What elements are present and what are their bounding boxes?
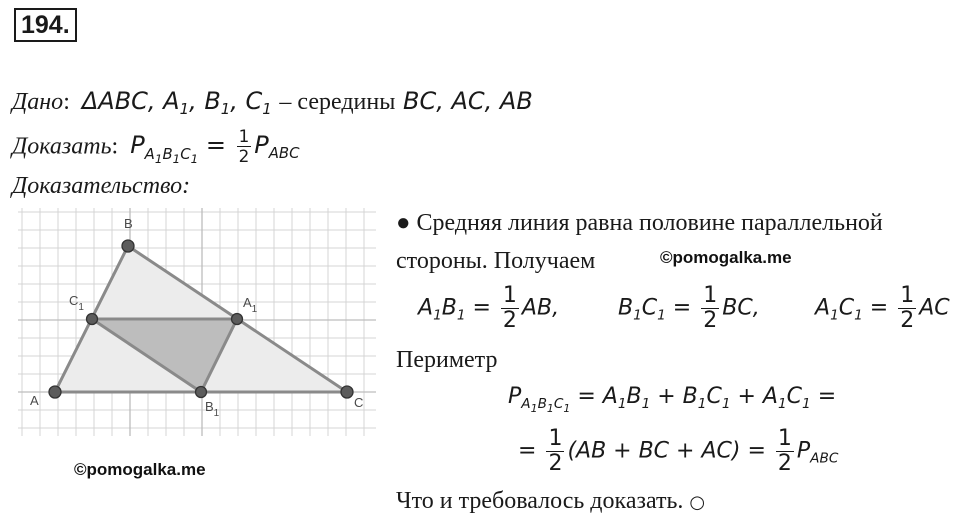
label-a: A (30, 393, 39, 408)
point-b (122, 240, 134, 252)
label-b: B (124, 216, 133, 231)
explanation-text-1: Средняя линия равна половине параллельной (416, 210, 883, 236)
explanation-line-1 (396, 208, 883, 238)
given-label: Дано (12, 89, 64, 115)
point-b1 (196, 387, 207, 398)
point-c1 (87, 314, 98, 325)
label-b1: $B_1$ (205, 399, 220, 419)
equation-a1b1: $A_1B_1$ = $\frac{1}{2}$ AB, (418, 283, 560, 333)
end-mark-icon: ○ (689, 492, 706, 513)
watermark-text: ©pomogalka.me (660, 248, 792, 267)
point-c (341, 386, 353, 398)
perimeter-equation-1: $P_{A_1B_1C_1} = A_1B_1 + B_1C_1 + A_1C_1$ = (508, 384, 837, 415)
prove-line: Доказать: $P_{A_1B_1C_1}$ = $\frac{1}{2}$ $P_{ABC}$ (12, 126, 300, 166)
label-c: C (354, 395, 364, 410)
point-a1 (232, 314, 243, 325)
prove-label: Доказать (12, 133, 112, 160)
perimeter-label: Периметр (396, 347, 498, 373)
equation-b1c1: $B_1C_1$ = $\frac{1}{2}$ BC, (618, 283, 760, 333)
perimeter-equation-2: = $\frac{1}{2}$ (AB + BC + AC) = $\frac{1}{2}$ $P_{ABC}$ (518, 426, 839, 476)
label-a1: $A_1$ (243, 295, 258, 315)
watermark-figure: ©pomogalka.me (74, 460, 206, 479)
explanation-line-2: стороны. Получаем (396, 248, 596, 274)
label-c1: $C_1$ (69, 293, 84, 313)
prove-formula: $P_{A_1B_1C_1}$ = $\frac{1}{2}$ $P_{ABC}$ (130, 126, 300, 166)
triangle-figure (18, 208, 376, 436)
conclusion (396, 486, 705, 518)
equation-a1c1: $A_1C_1$ = $\frac{1}{2}$ AC (815, 283, 950, 333)
point-a (49, 386, 61, 398)
given-text: ΔABC, $A_1$, $B_1$, $C_1$ – середины BC, AC, AB (81, 87, 533, 119)
problem-number: 194. (14, 8, 77, 42)
bullet-icon: ● (396, 210, 411, 236)
conclusion-text: Что и требовалось доказать. (396, 488, 684, 514)
given-line: Дано: ΔABC, $A_1$, $B_1$, $C_1$ – середины BC, AC, AB (12, 87, 533, 119)
proof-label: Доказательство: (12, 173, 191, 199)
